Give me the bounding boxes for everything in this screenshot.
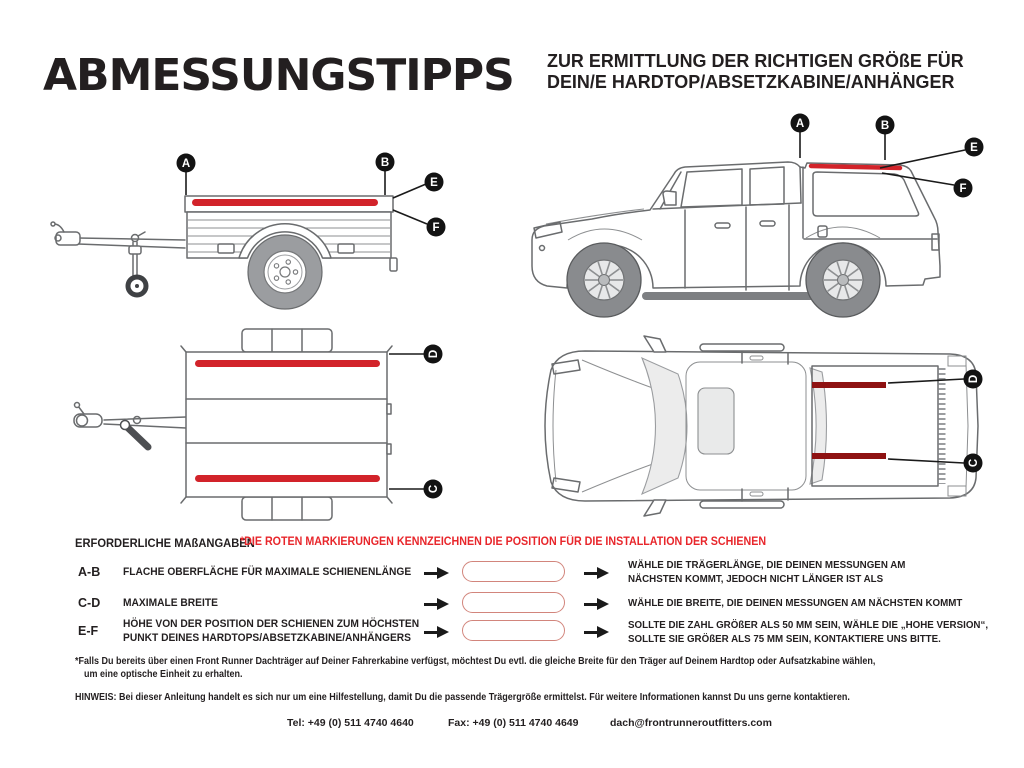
svg-text:E: E bbox=[970, 142, 978, 154]
running-board-icon bbox=[700, 501, 784, 508]
footnote-line2: um eine optische Einheit zu erhalten. bbox=[84, 669, 243, 680]
svg-text:D: D bbox=[428, 349, 440, 359]
svg-text:F: F bbox=[432, 222, 440, 234]
trailer-top-drawbar bbox=[74, 403, 186, 448]
svg-text:A: A bbox=[181, 158, 191, 170]
arrow-right-icon bbox=[584, 567, 610, 580]
svg-text:A: A bbox=[795, 118, 805, 130]
svg-text:B: B bbox=[380, 157, 390, 169]
rail-position-stripe bbox=[192, 199, 378, 206]
trailer-wheel bbox=[239, 224, 331, 312]
page-title: ABMESSUNGSTIPPS bbox=[43, 50, 514, 101]
svg-text:C: C bbox=[428, 484, 440, 494]
hinge-icon bbox=[387, 404, 391, 414]
footnote-line1: *Falls Du bereits über einen Front Runner Dachträger auf Deiner Fahrerkabine verfügst, möchtest Du evtl. die gleiche Breite für den Träger auf Deinem Hardtop oder Aufsatzkabine wählen, bbox=[75, 656, 876, 667]
rail-position-stripe bbox=[812, 382, 886, 388]
row-cd-result: WÄHLE DIE BREITE, DIE DEINEN MESSUNGEN AM NÄCHSTEN KOMMT bbox=[628, 597, 963, 609]
footer-fax: Fax: +49 (0) 511 4740 4649 bbox=[448, 717, 579, 729]
rail-position-stripe bbox=[195, 360, 380, 367]
svg-text:B: B bbox=[880, 120, 890, 132]
running-board-icon bbox=[700, 344, 784, 351]
row-cd-code: C-D bbox=[78, 596, 101, 610]
svg-text:E: E bbox=[430, 177, 438, 189]
arrow-right-icon bbox=[584, 626, 610, 639]
row-ab-label: FLACHE OBERFLÄCHE FÜR MAXIMALE SCHIENENLÄNGE bbox=[123, 566, 412, 578]
arrow-right-icon bbox=[584, 598, 610, 611]
row-ab-code: A-B bbox=[78, 565, 101, 579]
latch-icon bbox=[218, 244, 234, 253]
page-subtitle bbox=[547, 50, 977, 92]
arrow-right-icon bbox=[424, 598, 450, 611]
fender-icon bbox=[242, 497, 332, 520]
measurement-entry-field-ef bbox=[462, 620, 565, 641]
legend-heading: ERFORDERLICHE MAßANGABEN bbox=[75, 536, 255, 550]
subtitle-line1: ZUR ERMITTLUNG DER RICHTIGEN GRÖßE FÜR bbox=[547, 50, 964, 71]
row-ef-code: E-F bbox=[78, 624, 99, 638]
marker-c-badge bbox=[389, 480, 443, 499]
handbrake-lever-icon bbox=[126, 426, 148, 447]
rear-wheel bbox=[806, 243, 880, 317]
footer-email: dach@frontrunneroutfitters.com bbox=[610, 717, 772, 729]
hitch-coupler-icon bbox=[56, 232, 80, 245]
rail-position-stripe bbox=[195, 475, 380, 482]
mirror-icon bbox=[644, 336, 666, 352]
subtitle-line2: DEIN/E HARDTOP/ABSETZKABINE/ANHÄNGER bbox=[547, 71, 955, 92]
row-ef-result: SOLLTE DIE ZAHL GRÖßER ALS 50 MM SEIN, WÄHLE DIE „HOHE VERSION“, SOLLTE SIE GRÖßER ALS 75 MM SEIN, KONTAKTIERE UNS BITTE. bbox=[628, 619, 989, 645]
mirror-icon bbox=[663, 191, 676, 205]
svg-text:C: C bbox=[968, 458, 980, 468]
taillight-icon bbox=[390, 258, 397, 271]
trailer-side-view-diagram bbox=[40, 138, 460, 323]
latch-icon bbox=[338, 244, 354, 253]
rail-position-stripe bbox=[812, 453, 886, 459]
legend-red-note: *DIE ROTEN MARKIERUNGEN KENNZEICHNEN DIE POSITION FÜR DIE INSTALLATION DER SCHIENEN bbox=[240, 536, 767, 548]
measurement-entry-field-cd bbox=[462, 592, 565, 613]
arrow-right-icon bbox=[424, 626, 450, 639]
row-cd-label: MAXIMALE BREITE bbox=[123, 597, 218, 609]
marker-e-badge bbox=[880, 138, 984, 169]
row-ef-label: HÖHE VON DER POSITION DER SCHIENEN ZUM HÖCHSTEN PUNKT DEINES HARDTOPS/ABSETZKABINE/ANHÄNGERS bbox=[123, 618, 420, 644]
footer-tel: Tel: +49 (0) 511 4740 4640 bbox=[287, 717, 414, 729]
truck-side-view-diagram bbox=[520, 108, 1010, 323]
front-wheel bbox=[567, 243, 641, 317]
trailer-top-view-diagram bbox=[40, 320, 460, 525]
truck-top-view-diagram bbox=[530, 330, 1000, 525]
hinweis-text: HINWEIS: Bei dieser Anleitung handelt es sich nur um eine Hilfestellung, damit Du die passende Trägergröße ermittelst. Für weitere Informationen kannst Du uns gerne kontaktieren. bbox=[75, 692, 850, 703]
trailer-drawbar bbox=[51, 222, 185, 295]
mirror-icon bbox=[644, 500, 666, 516]
marker-b-badge bbox=[376, 153, 395, 196]
marker-a-badge bbox=[791, 114, 810, 159]
sunroof bbox=[698, 388, 734, 454]
row-ab-result: WÄHLE DIE TRÄGERLÄNGE, DIE DEINEN MESSUNGEN AM NÄCHSTEN KOMMT, JEDOCH NICHT LÄNGER IST ALS bbox=[628, 559, 906, 585]
fender-icon bbox=[242, 329, 332, 352]
trailer-top-body bbox=[181, 329, 392, 520]
marker-f-badge bbox=[393, 210, 446, 237]
measurement-entry-field-ab bbox=[462, 561, 565, 582]
marker-b-badge bbox=[876, 116, 895, 161]
marker-e-badge bbox=[393, 173, 444, 199]
running-board-icon bbox=[642, 292, 828, 300]
arrow-right-icon bbox=[424, 567, 450, 580]
truck-top-body bbox=[545, 336, 978, 516]
svg-text:D: D bbox=[968, 374, 980, 384]
marker-d-badge bbox=[389, 345, 443, 364]
hinge-icon bbox=[387, 444, 391, 454]
marker-a-badge bbox=[177, 154, 196, 196]
svg-text:F: F bbox=[959, 183, 967, 195]
